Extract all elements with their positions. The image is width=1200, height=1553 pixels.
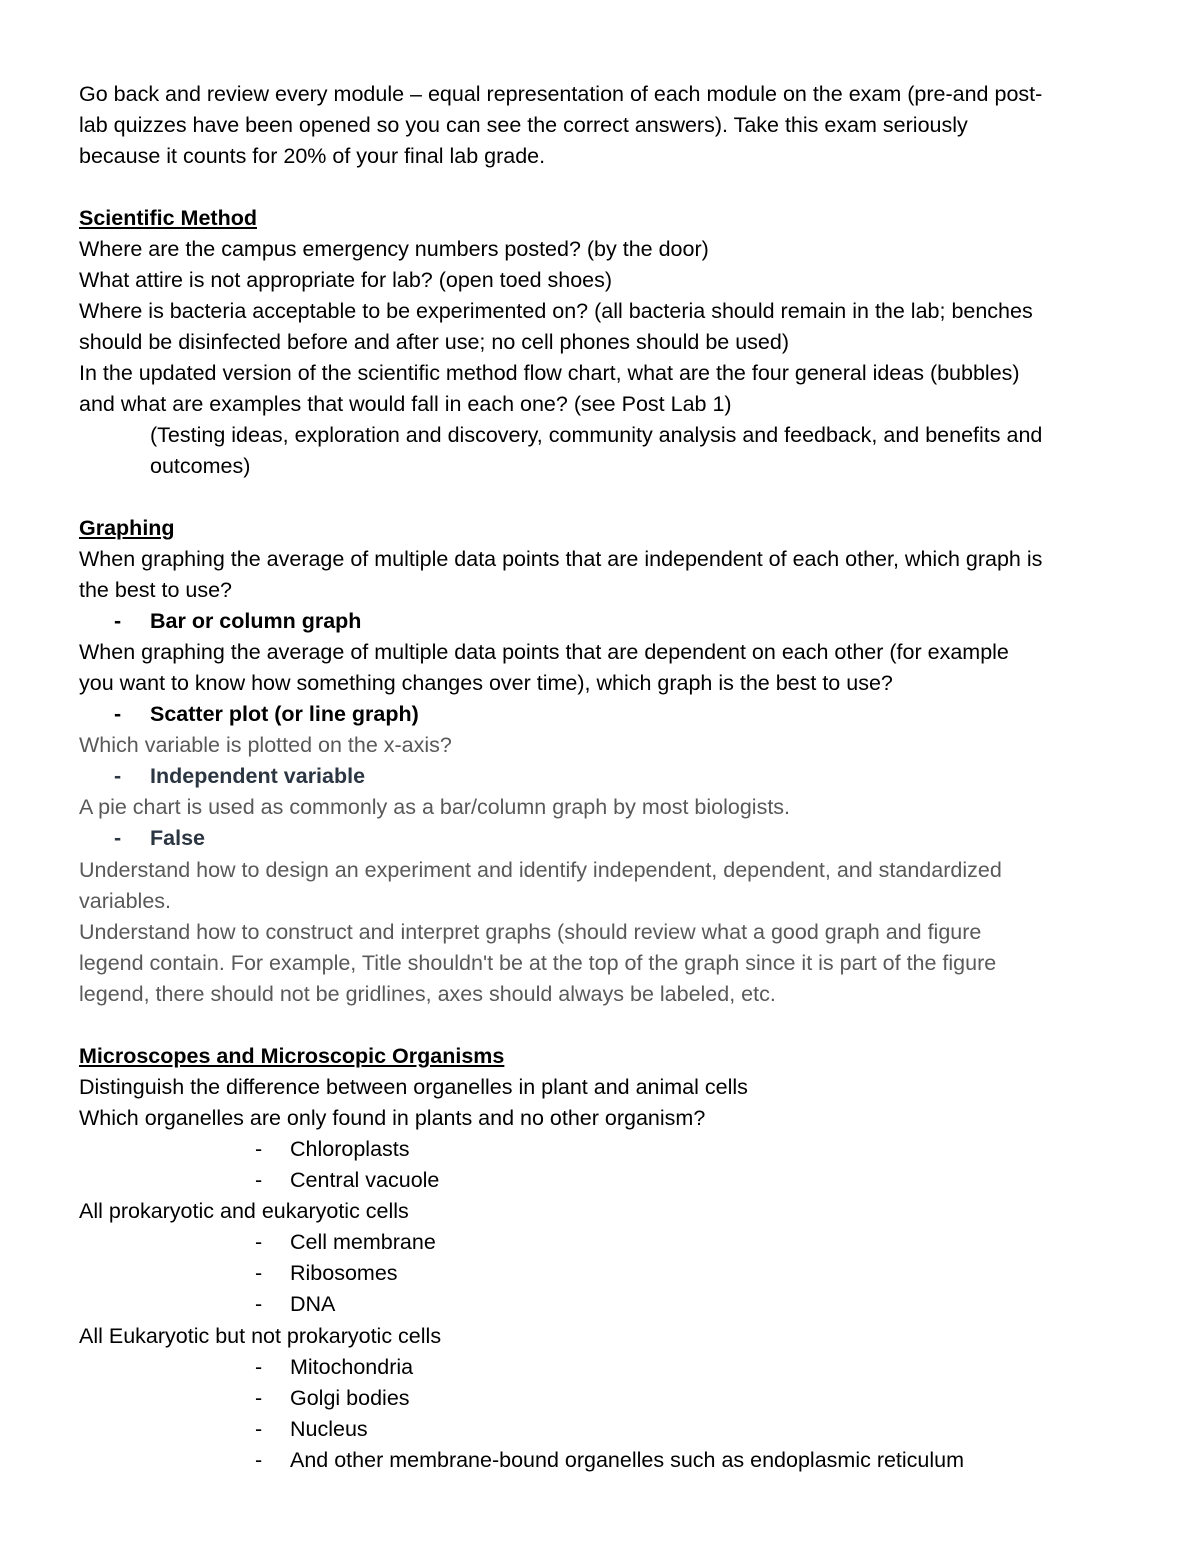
list-item: Chloroplasts bbox=[290, 1137, 410, 1161]
indented-line: (Testing ideas, exploration and discovery, community analysis and feedback, and benefits and bbox=[150, 423, 1043, 447]
note-line: variables. bbox=[79, 889, 172, 913]
bullet-dash: - bbox=[255, 1137, 263, 1161]
list-item: Nucleus bbox=[290, 1417, 368, 1441]
answer-text: False bbox=[150, 826, 205, 850]
text-line: Distinguish the difference between organelles in plant and animal cells bbox=[79, 1075, 748, 1099]
text-line: Where is bacteria acceptable to be experimented on? (all bacteria should remain in the lab; benches bbox=[79, 299, 1033, 323]
bullet-dash: - bbox=[255, 1417, 263, 1441]
question-line: you want to know how something changes over time), which graph is the best to use? bbox=[79, 671, 893, 695]
bullet-dash: - bbox=[255, 1168, 263, 1192]
text-line: All Eukaryotic but not prokaryotic cells bbox=[79, 1324, 442, 1348]
question-line: When graphing the average of multiple data points that are independent of each other, which graph is bbox=[79, 547, 1043, 571]
answer-text: Independent variable bbox=[150, 764, 366, 788]
text-line: Where are the campus emergency numbers posted? (by the door) bbox=[79, 237, 709, 261]
indented-line: outcomes) bbox=[150, 454, 251, 478]
question-line: Which variable is plotted on the x-axis? bbox=[79, 733, 452, 757]
list-item: DNA bbox=[290, 1292, 336, 1316]
intro-line: because it counts for 20% of your final lab grade. bbox=[79, 144, 546, 168]
text-line: What attire is not appropriate for lab? (open toed shoes) bbox=[79, 268, 613, 292]
note-line: legend, there should not be gridlines, axes should always be labeled, etc. bbox=[79, 982, 776, 1006]
text-line: In the updated version of the scientific method flow chart, what are the four general ideas (bubbles) bbox=[79, 361, 1020, 385]
note-line: legend contain. For example, Title shouldn't be at the top of the graph since it is part of the figure bbox=[79, 951, 997, 975]
bullet-dash: - bbox=[255, 1448, 263, 1472]
bullet-dash: - bbox=[114, 826, 122, 850]
note-line: Understand how to construct and interpret graphs (should review what a good graph and figure bbox=[79, 920, 982, 944]
question-line: When graphing the average of multiple data points that are dependent on each other (for example bbox=[79, 640, 1009, 664]
bullet-dash: - bbox=[114, 609, 122, 633]
bullet-dash: - bbox=[255, 1386, 263, 1410]
answer-text: Bar or column graph bbox=[150, 609, 362, 633]
list-item: And other membrane-bound organelles such as endoplasmic reticulum bbox=[290, 1448, 965, 1472]
list-item: Ribosomes bbox=[290, 1261, 398, 1285]
list-item: Central vacuole bbox=[290, 1168, 440, 1192]
list-item: Cell membrane bbox=[290, 1230, 436, 1254]
section-heading-graphing: Graphing bbox=[79, 516, 175, 540]
bullet-dash: - bbox=[255, 1230, 263, 1254]
list-item: Golgi bodies bbox=[290, 1386, 410, 1410]
bullet-dash: - bbox=[255, 1261, 263, 1285]
bullet-dash: - bbox=[255, 1292, 263, 1316]
intro-line: lab quizzes have been opened so you can see the correct answers). Take this exam seriously bbox=[79, 113, 968, 137]
bullet-dash: - bbox=[114, 764, 122, 788]
text-line: Which organelles are only found in plants and no other organism? bbox=[79, 1106, 706, 1130]
bullet-dash: - bbox=[114, 702, 122, 726]
text-line: should be disinfected before and after use; no cell phones should be used) bbox=[79, 330, 789, 354]
section-heading-scientific-method: Scientific Method bbox=[79, 206, 257, 230]
question-line: A pie chart is used as commonly as a bar/column graph by most biologists. bbox=[79, 795, 791, 819]
answer-text: Scatter plot (or line graph) bbox=[150, 702, 419, 726]
intro-line: Go back and review every module – equal representation of each module on the exam (pre-and post- bbox=[79, 82, 1043, 106]
bullet-dash: - bbox=[255, 1355, 263, 1379]
text-line: All prokaryotic and eukaryotic cells bbox=[79, 1199, 409, 1223]
note-line: Understand how to design an experiment and identify independent, dependent, and standardized bbox=[79, 858, 1002, 882]
list-item: Mitochondria bbox=[290, 1355, 414, 1379]
section-heading-microscopes: Microscopes and Microscopic Organisms bbox=[79, 1044, 505, 1068]
question-line: the best to use? bbox=[79, 578, 232, 602]
text-line: and what are examples that would fall in each one? (see Post Lab 1) bbox=[79, 392, 732, 416]
